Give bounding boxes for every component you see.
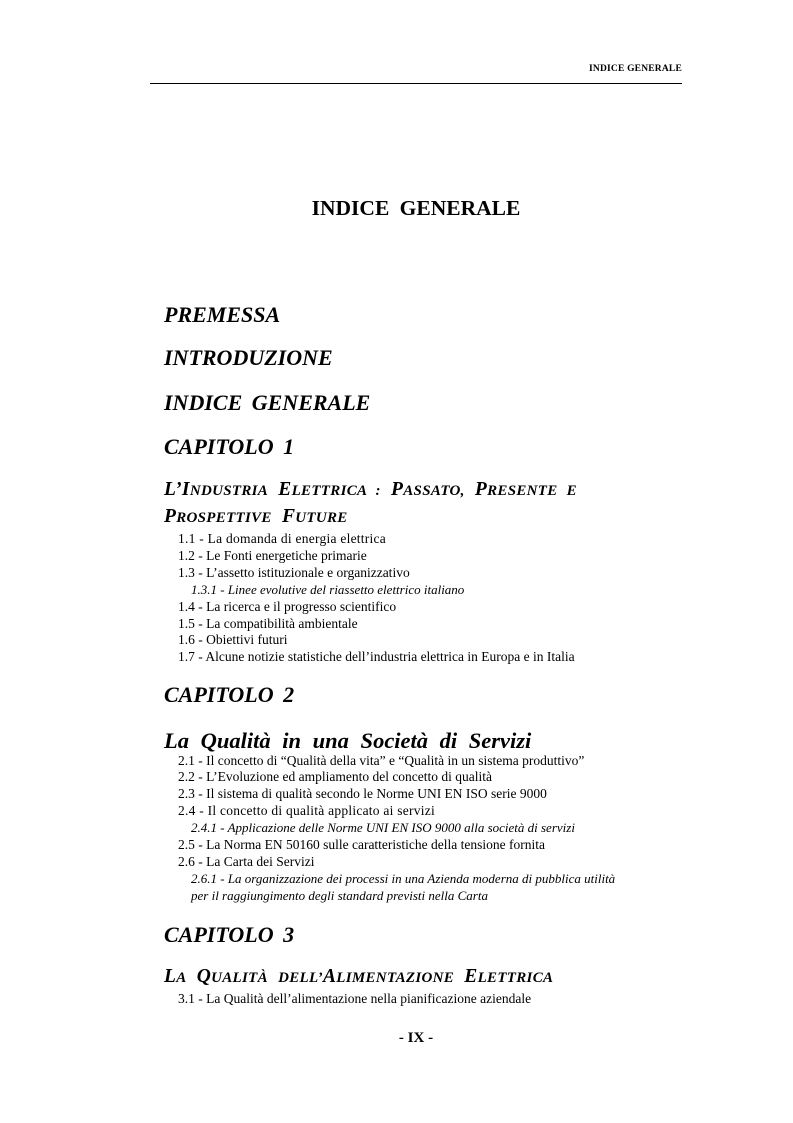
page-number: - IX - bbox=[398, 1030, 434, 1046]
toc-subitem-continuation[interactable]: per il raggiungimento degli standard previsti nella Carta bbox=[191, 888, 488, 903]
toc-chapter-3-title[interactable]: LA QUALITÀ DELL’ALIMENTAZIONE ELETTRICA bbox=[164, 966, 554, 987]
toc-chapter-2-title[interactable]: La Qualità in una Società di Servizi bbox=[164, 728, 532, 753]
toc-item[interactable]: 1.1 - La domanda di energia elettrica bbox=[178, 531, 387, 546]
toc-item[interactable]: 2.4 - Il concetto di qualità applicato ai servizi bbox=[178, 803, 436, 818]
toc-introduzione[interactable]: INTRODUZIONE bbox=[164, 345, 333, 370]
toc-item[interactable]: 2.5 - La Norma EN 50160 sulle caratteristiche della tensione fornita bbox=[178, 837, 545, 852]
toc-chapter-1-title-line-1[interactable]: L’INDUSTRIA ELETTRICA : PASSATO, PRESENTE E bbox=[164, 479, 577, 500]
toc-item[interactable]: 3.1 - La Qualità dell’alimentazione nella pianificazione aziendale bbox=[178, 991, 532, 1006]
toc-item[interactable]: 2.2 - L’Evoluzione ed ampliamento del concetto di qualità bbox=[178, 769, 493, 784]
toc-subitem[interactable]: 2.6.1 - La organizzazione dei processi in una Azienda moderna di pubblica utilità bbox=[191, 871, 616, 886]
toc-item[interactable]: 1.6 - Obiettivi futuri bbox=[178, 632, 288, 647]
toc-chapter-1-title-line-2[interactable]: PROSPETTIVE FUTURE bbox=[164, 506, 348, 527]
toc-premessa[interactable]: PREMESSA bbox=[164, 302, 281, 327]
toc-subitem[interactable]: 1.3.1 - Linee evolutive del riassetto elettrico italiano bbox=[191, 582, 465, 597]
page-title: INDICE GENERALE bbox=[311, 196, 521, 220]
toc-item[interactable]: 2.6 - La Carta dei Servizi bbox=[178, 854, 315, 869]
toc-item[interactable]: 2.1 - Il concetto di “Qualità della vita” e “Qualità in un sistema produttivo” bbox=[178, 753, 585, 768]
toc-item[interactable]: 1.7 - Alcune notizie statistiche dell’industria elettrica in Europa e in Italia bbox=[178, 649, 575, 664]
running-header: INDICE GENERALE bbox=[588, 64, 682, 74]
toc-item[interactable]: 2.3 - Il sistema di qualità secondo le Norme UNI EN ISO serie 9000 bbox=[178, 786, 547, 801]
toc-chapter-1-label[interactable]: CAPITOLO 1 bbox=[164, 434, 295, 459]
toc-item[interactable]: 1.2 - Le Fonti energetiche primarie bbox=[178, 548, 367, 563]
toc-item[interactable]: 1.3 - L’assetto istituzionale e organizzativo bbox=[178, 565, 410, 580]
header-rule bbox=[150, 83, 682, 84]
toc-indice-generale[interactable]: INDICE GENERALE bbox=[164, 390, 371, 415]
toc-subitem[interactable]: 2.4.1 - Applicazione delle Norme UNI EN ISO 9000 alla società di servizi bbox=[191, 820, 575, 835]
toc-chapter-3-label[interactable]: CAPITOLO 3 bbox=[164, 922, 295, 947]
toc-chapter-2-label[interactable]: CAPITOLO 2 bbox=[164, 682, 295, 707]
toc-item[interactable]: 1.4 - La ricerca e il progresso scientifico bbox=[178, 599, 397, 614]
toc-item[interactable]: 1.5 - La compatibilità ambientale bbox=[178, 616, 358, 631]
